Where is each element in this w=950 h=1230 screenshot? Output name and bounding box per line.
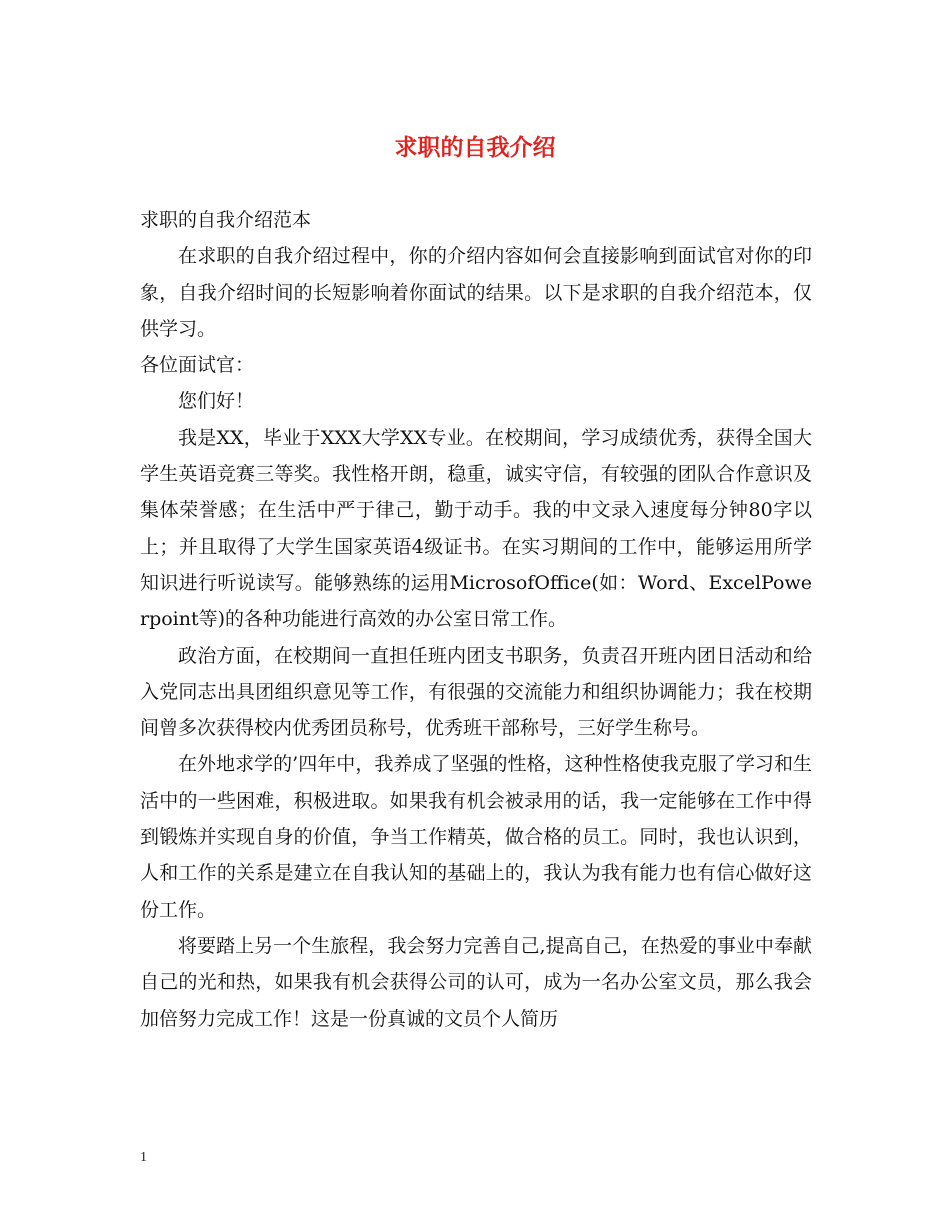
paragraph: 在求职的自我介绍过程中，你的介绍内容如何会直接影响到面试官对你的印象，自我介绍时间的长短影响着你面试的结果。以下是求职的自我介绍范本，仅供学习。 <box>140 245 812 340</box>
paragraph: 在外地求学的’四年中，我养成了坚强的性格，这种性格使我克服了学习和生活中的一些困难，积极进取。如果我有机会被录用的话，我一定能够在工作中得到锻炼并实现自身的价值，争当工作精英，做合格的员工。同时，我也认识到，人和工作的关系是建立在自我认知的基础上的，我认为我有能力也有信心做好这份工作。 <box>140 753 812 921</box>
document-title: 求职的自我介绍 <box>394 134 556 161</box>
paragraph: 我是XX，毕业于XXX大学XX专业。在校期间，学习成绩优秀，获得全国大学生英语竞赛三等奖。我性格开朗，稳重，诚实守信，有较强的团队合作意识及集体荣誉感；在生活中严于律己，勤于动手。我的中文录入速度每分钟80字以上；并且取得了大学生国家英语4级证书。在实习期间的工作中，能够运用所学知识进行听说读写。能够熟练的运用MicrosofOffice(如：Word、ExcelPowerpoint等)的各种功能进行高效的办公室日常工作。 <box>140 426 812 631</box>
paragraph: 将要踏上另一个生旅程，我会努力完善自己,提高自己，在热爱的事业中奉献自己的光和热，如果我有机会获得公司的认可，成为一名办公室文员，那么我会加倍努力完成工作！这是一份真诚的文员个人简历 <box>140 934 812 1030</box>
paragraph: 求职的自我介绍范本 <box>140 209 312 231</box>
paragraph: 政治方面，在校期间一直担任班内团支书职务，负责召开班内团日活动和给入党同志出具团组织意见等工作，有很强的交流能力和组织协调能力；我在校期间曾多次获得校内优秀团员称号，优秀班干部称号，三好学生称号。 <box>140 644 812 740</box>
paragraph: 您们好！ <box>178 390 255 413</box>
page-number: 1 <box>140 1150 147 1165</box>
document-body <box>140 202 812 1037</box>
paragraph: 各位面试官： <box>140 354 255 377</box>
